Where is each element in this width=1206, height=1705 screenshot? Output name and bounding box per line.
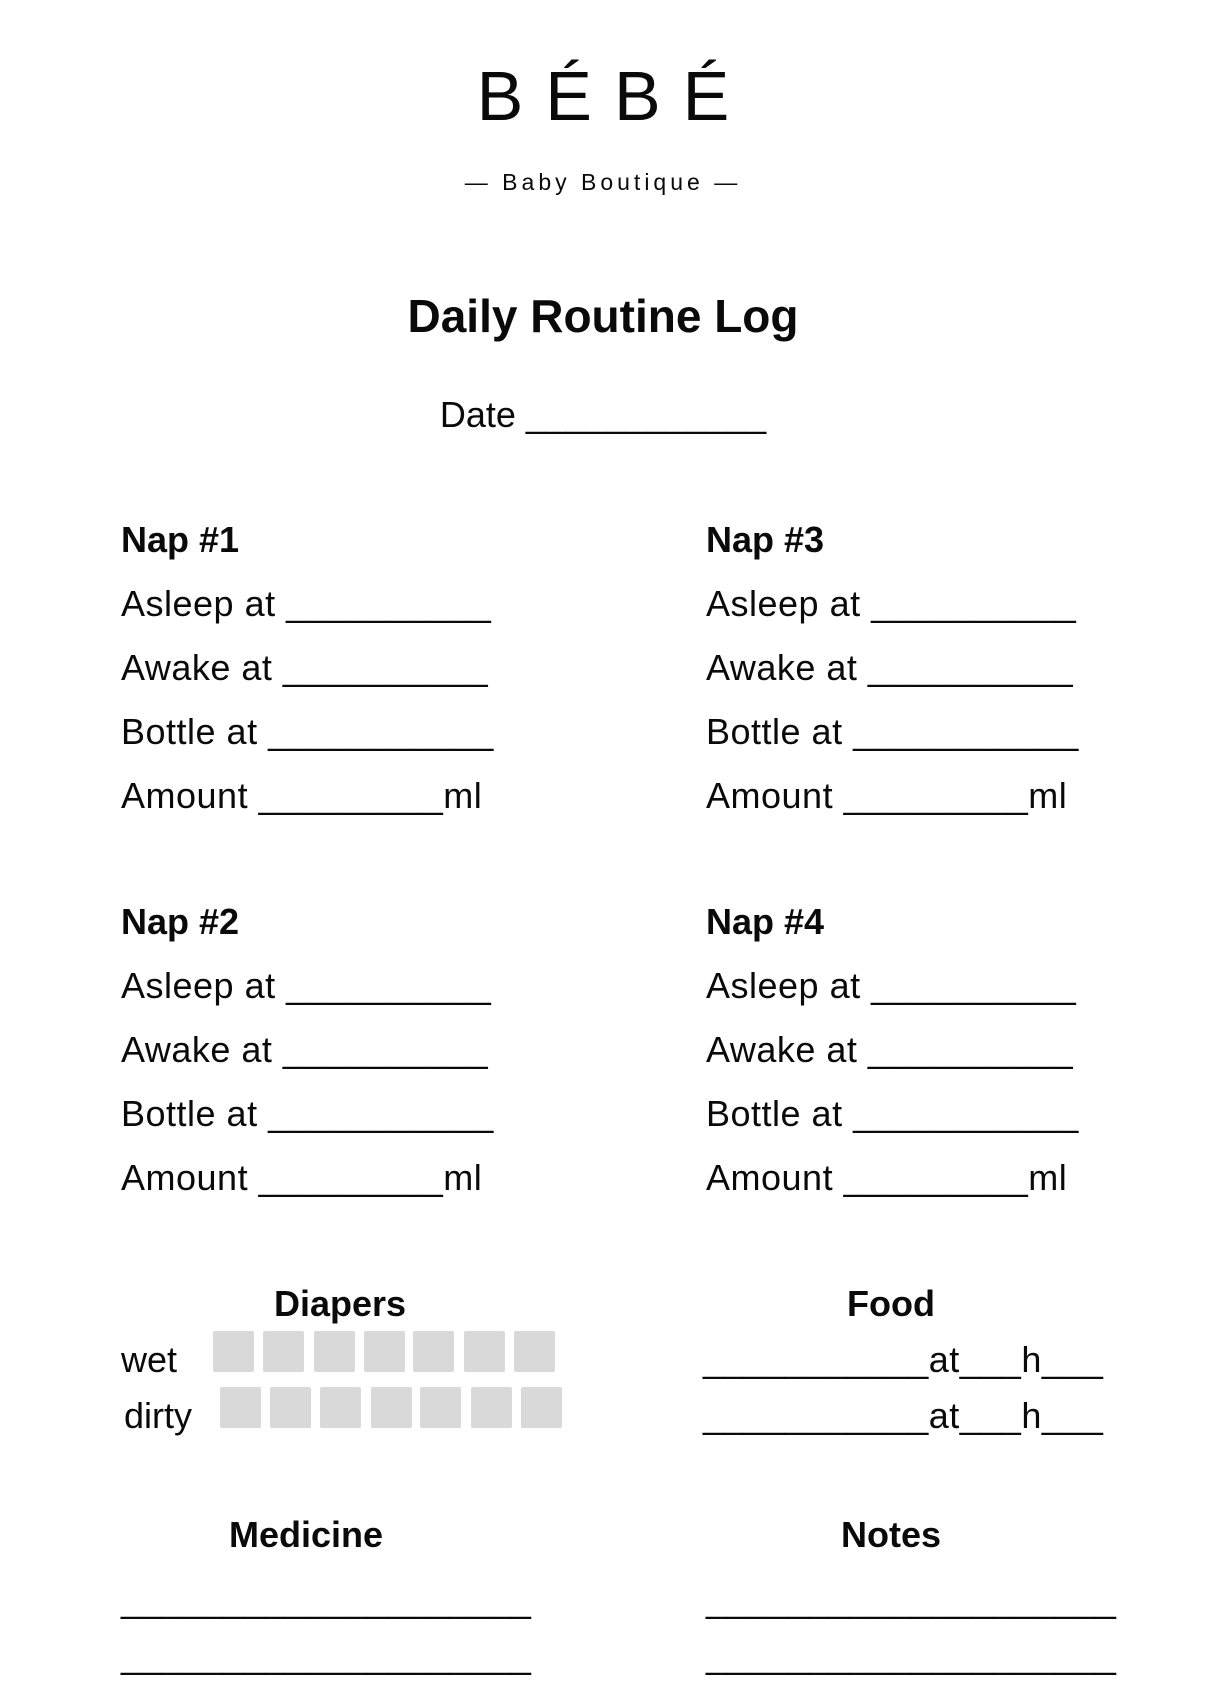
awake-at-field[interactable]: Awake at __________ <box>121 647 489 688</box>
nap-section-3 <box>706 518 1079 818</box>
bottle-at-field[interactable]: Bottle at ___________ <box>706 1093 1079 1134</box>
amount-field[interactable]: Amount _________ml <box>706 775 1068 816</box>
wet-checkbox[interactable] <box>263 1331 304 1372</box>
wet-checkbox[interactable] <box>314 1331 355 1372</box>
dirty-checkbox[interactable] <box>371 1387 412 1428</box>
nap-heading: Nap #1 <box>121 519 240 560</box>
asleep-at-field[interactable]: Asleep at __________ <box>121 583 492 624</box>
notes-line-field[interactable]: ____________________ <box>706 1579 1117 1620</box>
amount-field[interactable]: Amount _________ml <box>706 1157 1068 1198</box>
amount-field[interactable]: Amount _________ml <box>121 1157 483 1198</box>
nap-heading: Nap #4 <box>706 901 825 942</box>
awake-at-field[interactable]: Awake at __________ <box>121 1029 489 1070</box>
food-entry-field[interactable]: ___________at___h___ <box>703 1395 1104 1436</box>
wet-checkbox[interactable] <box>514 1331 555 1372</box>
awake-at-field[interactable]: Awake at __________ <box>706 647 1074 688</box>
page-title: Daily Routine Log <box>407 290 799 342</box>
dirty-checkbox[interactable] <box>320 1387 361 1428</box>
asleep-at-field[interactable]: Asleep at __________ <box>706 583 1077 624</box>
wet-checkbox[interactable] <box>364 1331 405 1372</box>
medicine-heading: Medicine <box>228 1514 384 1555</box>
diapers-heading: Diapers <box>273 1283 407 1324</box>
awake-at-field[interactable]: Awake at __________ <box>706 1029 1074 1070</box>
food-entry-field[interactable]: ___________at___h___ <box>703 1339 1104 1380</box>
bottle-at-field[interactable]: Bottle at ___________ <box>121 711 494 752</box>
bottle-at-field[interactable]: Bottle at ___________ <box>706 711 1079 752</box>
bottle-at-field[interactable]: Bottle at ___________ <box>121 1093 494 1134</box>
asleep-at-field[interactable]: Asleep at __________ <box>121 965 492 1006</box>
wet-checkbox[interactable] <box>213 1331 254 1372</box>
nap-section-4 <box>706 900 1079 1200</box>
dirty-checkbox[interactable] <box>220 1387 261 1428</box>
wet-checkbox[interactable] <box>413 1331 454 1372</box>
asleep-at-field[interactable]: Asleep at __________ <box>706 965 1077 1006</box>
nap-heading: Nap #2 <box>121 901 240 942</box>
dirty-checkbox[interactable] <box>270 1387 311 1428</box>
dirty-checkbox[interactable] <box>471 1387 512 1428</box>
date-field[interactable]: Date ____________ <box>439 394 767 435</box>
dirty-checkbox[interactable] <box>420 1387 461 1428</box>
nap-heading: Nap #3 <box>706 519 825 560</box>
medicine-line-field[interactable]: ____________________ <box>121 1635 532 1676</box>
dirty-checkbox[interactable] <box>521 1387 562 1428</box>
dirty-label: dirty <box>124 1395 193 1436</box>
amount-field[interactable]: Amount _________ml <box>121 775 483 816</box>
medicine-line-field[interactable]: ____________________ <box>121 1579 532 1620</box>
nap-section-2 <box>121 900 494 1200</box>
wet-checkbox[interactable] <box>464 1331 505 1372</box>
food-heading: Food <box>847 1283 935 1324</box>
notes-heading: Notes <box>840 1514 942 1555</box>
notes-line-field[interactable]: ____________________ <box>706 1635 1117 1676</box>
brand-subtitle: — Baby Boutique — <box>464 169 742 195</box>
nap-section-1 <box>121 518 494 818</box>
wet-label: wet <box>121 1339 178 1380</box>
brand-logo: BÉBÉ <box>476 57 752 135</box>
